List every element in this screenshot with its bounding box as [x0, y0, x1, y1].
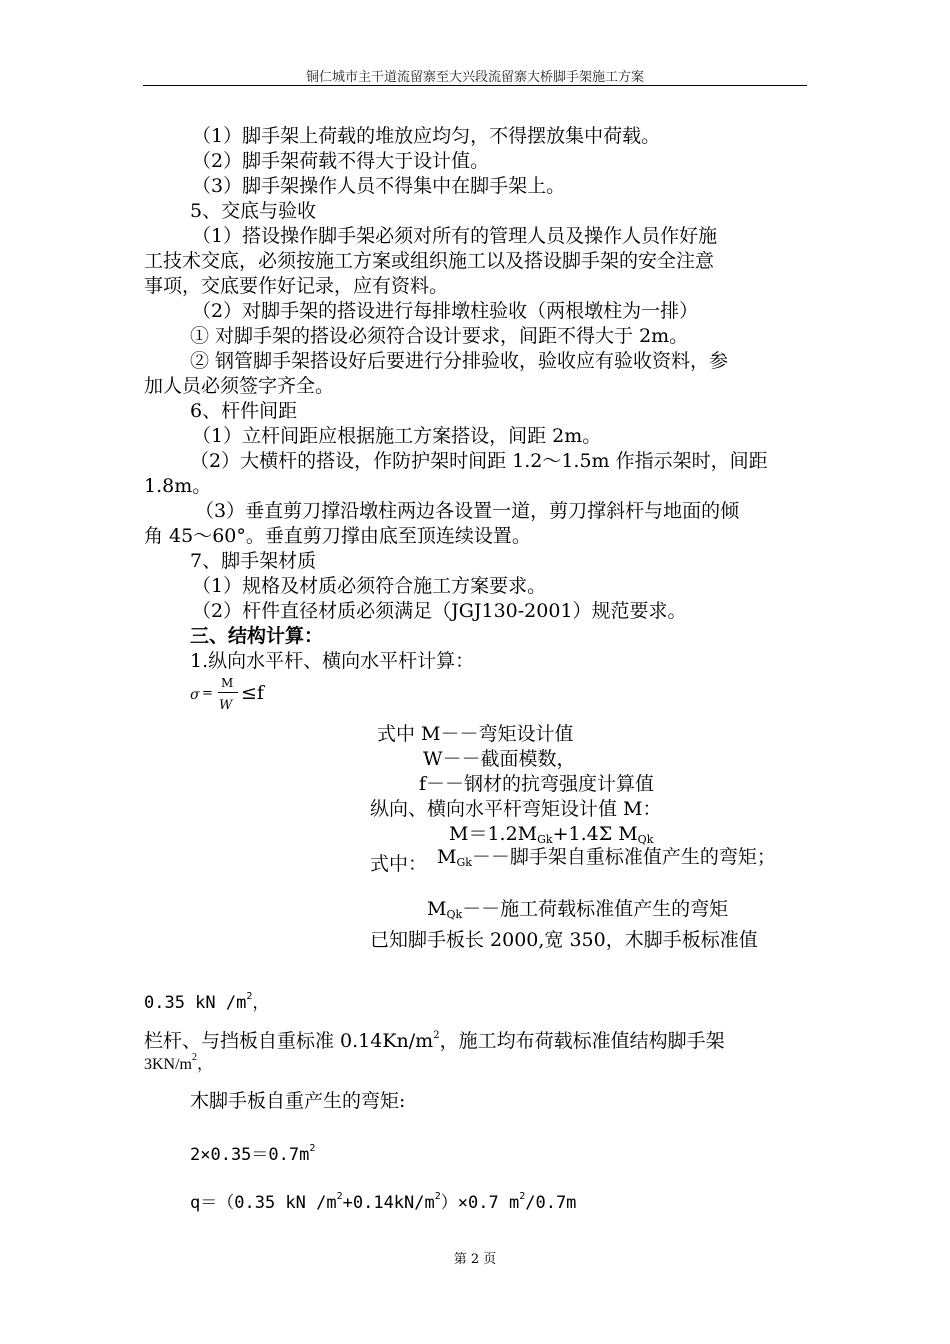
para-7b: （2）杆件直径材质必须满足（JGJ130-2001）规范要求。 — [192, 600, 687, 622]
para-5a-line2: 工技术交底，必须按施工方案或组织施工以及搭设脚手架的安全注意 — [144, 250, 715, 272]
definition-f: f－－钢材的抗弯强度计算值 — [419, 773, 655, 795]
para-6c-line2: 角 45～60°。垂直剪刀撑由底至顶连续设置。 — [144, 525, 531, 547]
load-railing-line1: 栏杆、与挡板自重标准 $0.14Kn/m^2$，施工均布荷载标准值结构脚手架 — [144, 1030, 725, 1052]
para-5c: ① 对脚手架的搭设必须符合设计要求，间距不得大于 2m。 — [190, 325, 689, 347]
para-5b: （2）对脚手架的搭设进行每排墩柱验收（两根墩柱为一排） — [192, 300, 699, 322]
gk-prefix: 式中： — [370, 853, 428, 875]
definition-moment: 纵向、横向水平杆弯矩设计值 M： — [370, 798, 662, 820]
para-5d-line2: 加人员必须签字齐全。 — [144, 375, 335, 397]
load-railing-line2: $3KN/m^2$， — [144, 1052, 214, 1073]
header-rule — [143, 85, 807, 86]
para-3: （3）脚手架操作人员不得集中在脚手架上。 — [192, 175, 566, 197]
para-6a: （1）立杆间距应根据施工方案搭设，间距 2m。 — [192, 425, 602, 447]
area-calc: $2\times 0.35=0.7m^2$ — [190, 1143, 316, 1165]
fraction-bar — [218, 692, 238, 693]
moment-equation: $M=1.2M_{Gk}+1.4\Sigma$ $M_{Qk}$ — [449, 823, 654, 846]
calc-heading-1: 1.纵向水平杆、横向水平杆计算： — [190, 650, 475, 672]
gk-definition: $M_{Gk}--$脚手架自重标准值产生的弯矩； — [437, 846, 776, 869]
heading-6: 6、杆件间距 — [190, 400, 298, 422]
para-5a-line3: 事项，交底要作好记录，应有资料。 — [144, 275, 449, 297]
formula-numerator: M — [221, 676, 234, 690]
heading-7: 7、脚手架材质 — [190, 550, 317, 572]
para-1: （1）脚手架上荷载的堆放应均匀，不得摆放集中荷载。 — [192, 125, 661, 147]
section-heading-3: 三、结构计算： — [190, 625, 324, 647]
q-calc: q＝（0.35 kN $/m^2+0.14kN/m^2)\times 0.7$ $m^2/0.7m$ — [190, 1191, 577, 1213]
page-number: 第 2 页 — [453, 1252, 497, 1267]
formula-rest: ≤f — [241, 682, 264, 704]
load-wood-board: 0.35 kN $/m^2$， — [144, 991, 270, 1013]
definition-m: 式中 M－－弯矩设计值 — [377, 723, 574, 745]
heading-5: 5、交底与验收 — [190, 200, 317, 222]
known-values: 已知脚手板长 2000,宽 350，木脚手板标准值 — [370, 929, 758, 951]
qk-definition: $M_{Qk}--$施工荷载标准值产生的弯矩 — [427, 898, 729, 921]
para-6b-line1: （2）大横杆的搭设，作防护架时间距 1.2～1.5m 作指示架时，间距 — [190, 450, 768, 472]
formula-denominator: W — [219, 698, 233, 713]
formula-equals: = — [202, 686, 213, 701]
para-5a-line1: （1）搭设操作脚手架必须对所有的管理人员及操作人员作好施 — [192, 225, 718, 247]
para-6c-line1: （3）垂直剪刀撑沿墩柱两边各设置一道，剪刀撑斜杆与地面的倾 — [195, 500, 740, 522]
sigma-symbol: σ — [190, 687, 200, 703]
para-6b-line2: 1.8m。 — [144, 475, 212, 497]
definition-w: W－－截面模数， — [423, 748, 576, 770]
para-7a: （1）规格及材质必须符合施工方案要求。 — [192, 575, 547, 597]
wood-moment-label: 木脚手板自重产生的弯矩: — [190, 1090, 406, 1112]
page-header: 铜仁城市主干道流留寨至大兴段流留寨大桥脚手架施工方案 — [305, 70, 644, 85]
para-2: （2）脚手架荷载不得大于设计值。 — [192, 150, 490, 172]
para-5d-line1: ② 钢管脚手架搭设好后要进行分排验收，验收应有验收资料，参 — [190, 350, 729, 372]
